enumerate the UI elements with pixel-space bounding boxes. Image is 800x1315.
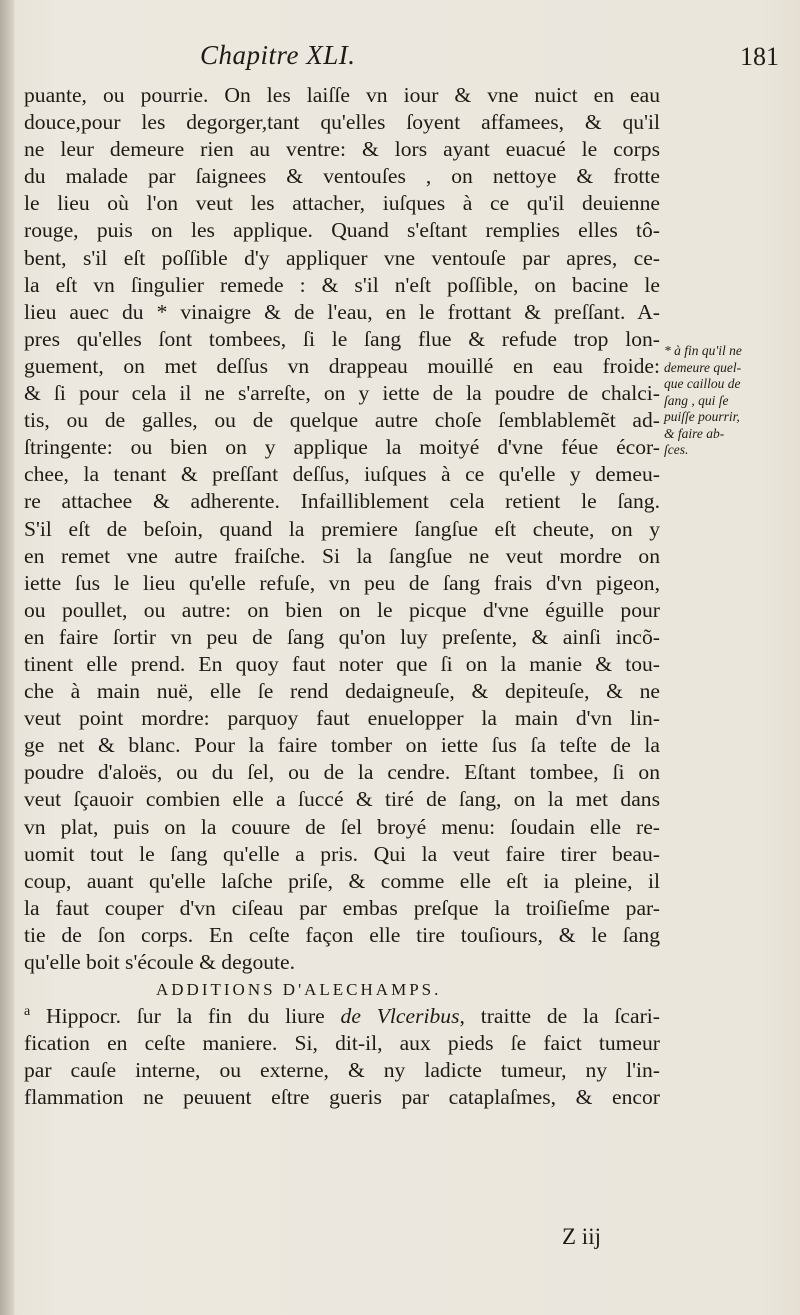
margin-note: [664, 343, 794, 459]
text-line: bent, s'il eſt poſſible d'y appliquer vne ventouſe par apres, ce-: [24, 245, 660, 270]
binding-shadow: [0, 0, 14, 1315]
text-line: veut ſçauoir combien elle a ſuccé & tiré de ſang, on la met dans: [24, 787, 660, 812]
page-number: 181: [740, 42, 779, 71]
text-line: flammation ne peuuent eſtre gueris par cataplaſmes, & encor: [24, 1085, 660, 1110]
text-line: vn plat, puis on la couure de ſel broyé menu: ſoudain elle re-: [24, 814, 660, 839]
margin-note-line: * à fin qu'il ne: [664, 343, 742, 358]
text-line: re attachee & adherente. Infailliblement cela retient le ſang.: [24, 489, 660, 514]
text-line: par cauſe interne, ou externe, & ny ladicte tumeur, ny l'in-: [24, 1058, 660, 1083]
text-line: veut point mordre: parquoy faut enuelopper la main d'vn lin-: [24, 706, 660, 731]
additions-first-line: [24, 1003, 660, 1030]
additions-line-start: Hippocr. ſur la fin du liure: [46, 1004, 341, 1029]
signature-mark: Z iij: [562, 1224, 601, 1249]
margin-note-line: puiſſe pourrir,: [664, 409, 740, 424]
text-line: che à main nuë, elle ſe rend dedaigneuſe, & depiteuſe, & ne: [24, 679, 660, 704]
main-text-block: [24, 82, 660, 1112]
footnote-mark: a: [24, 1004, 31, 1019]
text-line: tinent elle prend. En quoy faut noter que ſi on la manie & tou-: [24, 651, 660, 676]
margin-note-line: demeure quel-: [664, 359, 742, 375]
additions-line-end: , traitte de la ſcari-: [459, 1004, 660, 1029]
text-line: puante, ou pourrie. On les laiſſe vn iour & vne nuict en eau: [24, 83, 660, 107]
text-line: la eſt vn ſingulier remede : & s'il n'eſt poſſible, on bacine le: [24, 272, 660, 297]
text-line: S'il eſt de beſoin, quand la premiere ſangſue eſt cheute, on y: [24, 516, 660, 541]
margin-note-line: que caillou de: [664, 376, 741, 391]
page-header: [0, 40, 800, 76]
text-line: pres qu'elles ſont tombees, ſi le ſang flue & refude trop lon-: [24, 326, 660, 351]
margin-note-line: ſang , qui ſe: [664, 392, 729, 408]
text-line: du malade par ſaignees & ventouſes , on nettoye & frotte: [24, 164, 660, 189]
text-line: qu'elle boit s'écoule & degoute.: [24, 950, 296, 974]
section-title: ADDITIONS D'ALECHAMPS.: [156, 980, 442, 1000]
text-line: iette ſus le lieu qu'elle refuſe, vn peu de ſang frais d'vn pigeon,: [24, 570, 660, 595]
text-line: la faut couper d'vn ciſeau par embas preſque la troiſieſme par-: [24, 895, 660, 920]
text-line: coup, auant qu'elle laſche priſe, & comme elle eſt ia pleine, il: [24, 868, 660, 893]
text-line: en remet vne autre fraiſche. Si la ſangſue ne veut mordre on: [24, 543, 660, 568]
margin-note-line: ſces.: [664, 442, 689, 457]
text-line: tie de ſon corps. En ceſte façon elle tire touſiours, & le ſang: [24, 922, 660, 947]
running-title: Chapitre XLI.: [200, 40, 356, 70]
text-line: & ſi pour cela il ne s'arreſte, on y iette de la poudre de chalci-: [24, 381, 660, 406]
text-line: ge net & blanc. Pour la faire tomber on iette ſus ſa teſte de la: [24, 733, 660, 758]
text-line: chee, la tenant & preſſant deſſus, iuſques à ce qu'elle y demeu-: [24, 462, 660, 487]
text-line: fication en ceſte maniere. Si, dit-il, aux pieds ſe faict tumeur: [24, 1031, 660, 1056]
text-line: le lieu où l'on veut les attacher, iuſques à ce qu'il deuienne: [24, 191, 660, 216]
text-line: ne leur demeure rien au ventre: & lors ayant euacué le corps: [24, 137, 660, 162]
text-line: uomit tout le ſang qu'elle a pris. Qui la veut faire tirer beau-: [24, 841, 660, 866]
book-title: de Vlceribus: [340, 1004, 460, 1029]
text-line: tis, ou de galles, ou de quelque autre choſe ſemblablemẽt ad-: [24, 408, 660, 433]
text-line: en faire ſortir vn peu de ſang qu'on luy preſente, & ainſi incõ-: [24, 624, 660, 649]
text-line: poudre d'aloës, ou du ſel, ou de la cendre. Eſtant tombee, ſi on: [24, 760, 660, 785]
text-line: ſtringente: ou bien on y applique la moityé d'vne féue écor-: [24, 435, 660, 460]
text-line: ou poullet, ou autre: on bien on le picque d'vne éguille pour: [24, 597, 660, 622]
text-line: lieu auec du * vinaigre & de l'eau, en le frottant & preſſant. A-: [24, 299, 660, 324]
text-line: douce,pour les degorger,tant qu'elles ſoyent affamees, & qu'il: [24, 110, 660, 135]
text-line: guement, on met deſſus vn drappeau mouillé en eau froide:: [24, 353, 660, 378]
margin-note-line: & faire ab-: [664, 425, 725, 441]
text-line: rouge, puis on les applique. Quand s'eſtant remplies elles tô-: [24, 218, 660, 243]
